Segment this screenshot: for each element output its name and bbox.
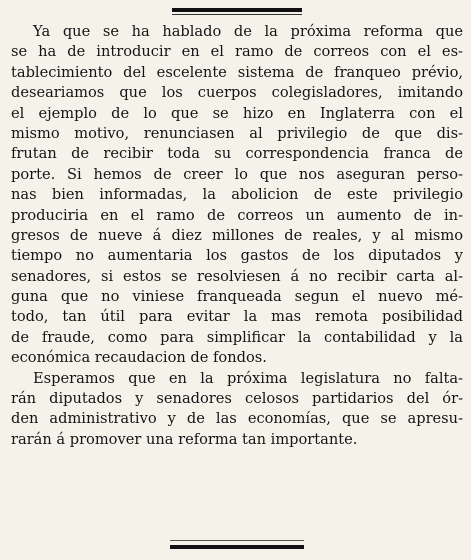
text-line: porte. Si hemos de creer lo que nos aseguran perso-	[11, 165, 463, 183]
text-line: produciria en el ramo de correos un aumento de in-	[11, 206, 463, 224]
text-line: senadores, si estos se resolviesen á no recibir carta al-	[11, 267, 463, 285]
text-line: rán diputados y senadores celosos partidarios del ór-	[11, 390, 463, 408]
text-line: de fraude, como para simplificar la contabilidad y la	[11, 328, 463, 346]
text-line: Ya que se ha hablado de la próxima reforma que	[33, 23, 463, 40]
text-line: den administrativo y de las economías, que se apresu-	[11, 410, 463, 428]
text-line: guna que no viniese franqueada segun el nuevo mé-	[11, 288, 463, 306]
bottom-rule-thin	[170, 540, 304, 541]
text-line: mismo motivo, renunciasen al privilegio de que dis-	[11, 124, 463, 142]
text-line: tiempo no aumentaria los gastos de los diputados y	[11, 247, 463, 265]
text-line: económica recaudacion de fondos.	[11, 349, 267, 367]
text-line: tablecimiento del escelente sistema de franqueo prévio,	[11, 63, 463, 81]
paragraph-2	[11, 369, 463, 451]
text-line: deseariamos que los cuerpos colegisladores, imitando	[11, 84, 463, 102]
paragraph-1	[11, 22, 463, 369]
text-line: Esperamos que en la próxima legislatura no falta-	[33, 369, 463, 387]
top-rule	[172, 8, 302, 12]
text-line: todo, tan útil para evitar la mas remota posibilidad	[11, 308, 463, 326]
top-rule-thin	[172, 14, 302, 15]
text-line: gresos de nueve á diez millones de reales, y al mismo	[11, 226, 463, 244]
text-line: nas bien informadas, la abolicion de este privilegio	[11, 186, 463, 204]
text-line: frutan de recibir toda su correspondencia franca de	[11, 145, 463, 163]
text-line: el ejemplo de lo que se hizo en Inglaterra con el	[11, 104, 463, 122]
text-line: se ha de introducir en el ramo de correos con el es-	[11, 43, 463, 61]
article-body	[11, 22, 463, 450]
text-line: rarán á promover una reforma tan importante.	[11, 430, 358, 448]
bottom-rule	[170, 545, 304, 549]
